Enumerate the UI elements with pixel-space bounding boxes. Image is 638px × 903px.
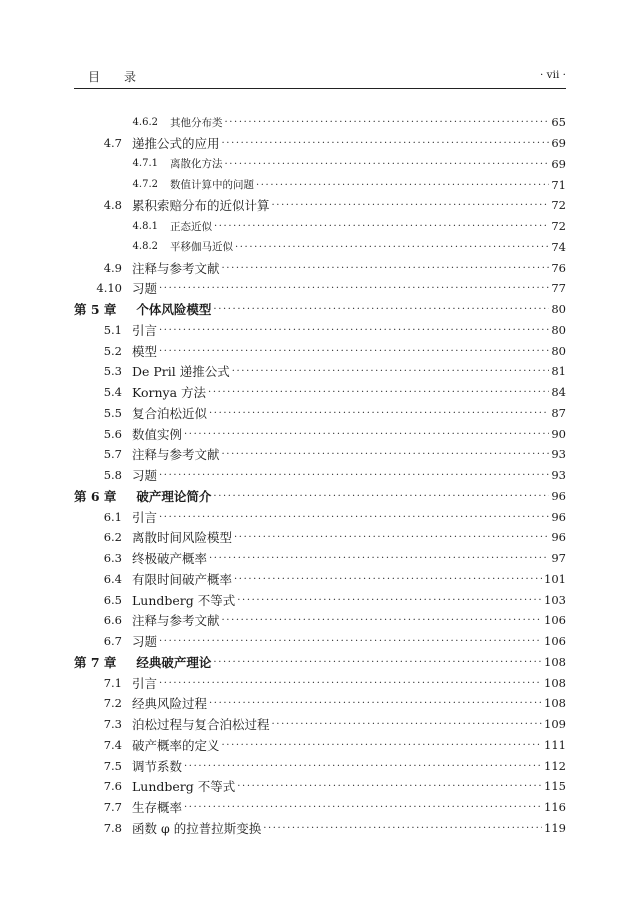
toc-entry-number: 4.7	[103, 136, 122, 151]
toc-entry-page: 106	[544, 634, 566, 649]
toc-entry-title: 注释与参考文献	[132, 613, 220, 629]
toc-entry-number: 5.3	[103, 364, 122, 379]
toc-chapter-entry	[74, 486, 566, 507]
toc-chapter-entry	[74, 652, 566, 673]
toc-entry-page: 112	[544, 758, 566, 773]
toc-chapter-entry	[74, 299, 566, 320]
toc-entry-number: 第 6 章	[74, 488, 117, 504]
toc-leader-dots	[159, 512, 549, 523]
toc-section-entry	[74, 714, 566, 735]
toc-entry-number: 5.1	[103, 322, 122, 337]
toc-entry-title: 经典破产理论	[136, 654, 212, 670]
toc-entry-title: 终极破产概率	[132, 551, 208, 567]
toc-leader-dots	[263, 823, 542, 834]
toc-entry-page: 96	[551, 509, 566, 524]
toc-entry-title: 经典风险过程	[132, 696, 208, 712]
toc-section-entry	[74, 361, 566, 382]
toc-entry-title: 有限时间破产概率	[132, 571, 233, 587]
toc-entry-number: 6.4	[103, 571, 122, 586]
toc-section-entry	[74, 631, 566, 652]
toc-leader-dots	[159, 325, 549, 336]
toc-section-entry	[74, 423, 566, 444]
toc-section-entry	[74, 257, 566, 278]
toc-leader-dots	[256, 180, 549, 191]
toc-entry-title: 注释与参考文献	[132, 260, 220, 276]
toc-section-entry	[74, 569, 566, 590]
toc-entry-page: 81	[551, 364, 566, 379]
toc-leader-dots	[222, 138, 550, 149]
toc-leader-dots	[235, 242, 549, 253]
toc-section-entry	[74, 672, 566, 693]
toc-section-entry	[74, 320, 566, 341]
header-title-char-1: 目	[88, 70, 101, 84]
toc-entry-page: 71	[551, 177, 566, 192]
toc-leader-dots	[237, 595, 542, 606]
toc-entry-page: 111	[544, 737, 566, 752]
toc-section-entry	[74, 755, 566, 776]
toc-entry-title: 注释与参考文献	[132, 447, 220, 463]
toc-entry-number: 7.2	[103, 696, 122, 711]
toc-entry-number: 4.10	[96, 281, 122, 296]
toc-section-entry	[74, 735, 566, 756]
toc-entry-title: 函数 φ 的拉普拉斯变换	[132, 820, 262, 836]
toc-leader-dots	[222, 740, 543, 751]
toc-entry-page: 101	[544, 571, 566, 586]
toc-entry-title: 习题	[132, 281, 158, 297]
toc-entry-page: 84	[551, 385, 566, 400]
toc-section-entry	[74, 195, 566, 216]
toc-entry-page: 69	[551, 156, 566, 171]
toc-leader-dots	[234, 574, 542, 585]
toc-entry-page: 69	[551, 136, 566, 151]
toc-leader-dots	[159, 346, 549, 357]
toc-entry-number: 4.8.1	[132, 220, 158, 232]
toc-entry-page: 76	[551, 260, 566, 275]
toc-leader-dots	[209, 408, 549, 419]
toc-entry-page: 97	[551, 551, 566, 566]
toc-leader-dots	[272, 200, 550, 211]
toc-section-entry	[74, 278, 566, 299]
toc-section-entry	[74, 797, 566, 818]
toc-entry-number: 5.7	[103, 447, 122, 462]
toc-leader-dots	[222, 449, 550, 460]
toc-leader-dots	[209, 698, 542, 709]
toc-leader-dots	[209, 553, 549, 564]
toc-entry-number: 5.6	[103, 426, 122, 441]
toc-entry-title: 数值计算中的问题	[170, 179, 254, 192]
toc-entry-number: 6.1	[103, 509, 122, 524]
header-rule	[74, 88, 566, 89]
toc-entry-page: 74	[551, 239, 566, 254]
toc-leader-dots	[159, 678, 542, 689]
toc-entry-title: Kornya 方法	[132, 385, 207, 401]
toc-leader-dots	[272, 719, 543, 730]
toc-entry-number: 6.6	[103, 613, 122, 628]
toc-section-entry	[74, 548, 566, 569]
toc-entry-number: 5.8	[103, 468, 122, 483]
toc-entry-title: 引言	[132, 322, 158, 338]
toc-entry-title: 泊松过程与复合泊松过程	[132, 717, 270, 733]
toc-entry-number: 7.8	[103, 820, 122, 835]
toc-leader-dots	[184, 429, 549, 440]
toc-entry-title: 数值实例	[132, 426, 183, 442]
toc-entry-page: 65	[551, 115, 566, 130]
toc-leader-dots	[213, 491, 549, 502]
toc-section-entry	[74, 527, 566, 548]
toc-entry-page: 109	[544, 717, 566, 732]
toc-entry-page: 119	[544, 820, 566, 835]
toc-entry-title: De Pril 递推公式	[132, 364, 230, 380]
toc-entry-number: 5.4	[103, 385, 122, 400]
toc-section-entry	[74, 403, 566, 424]
toc-entry-page: 116	[544, 800, 566, 815]
toc-leader-dots	[232, 366, 550, 377]
toc-entry-title: 复合泊松近似	[132, 405, 208, 421]
toc-entry-number: 4.9	[103, 260, 122, 275]
toc-entry-page: 72	[551, 219, 566, 234]
toc-subsection-entry	[74, 112, 566, 133]
toc-entry-number: 7.7	[103, 800, 122, 815]
toc-entry-title: 习题	[132, 634, 158, 650]
toc-entry-number: 7.4	[103, 737, 122, 752]
toc-entry-page: 77	[551, 281, 566, 296]
toc-entry-title: 模型	[132, 343, 158, 359]
toc-entry-page: 103	[544, 592, 566, 607]
toc-entry-page: 108	[544, 675, 566, 690]
toc-entry-title: 累积索赔分布的近似计算	[132, 198, 270, 214]
header-title	[88, 68, 136, 85]
toc-entry-number: 5.5	[103, 405, 122, 420]
header-page-number: · vii ·	[540, 69, 566, 81]
toc-leader-dots	[214, 221, 549, 232]
toc-section-entry	[74, 818, 566, 839]
toc-leader-dots	[222, 263, 550, 274]
toc-entry-page: 80	[551, 302, 566, 317]
toc-entry-title: 习题	[132, 468, 158, 484]
toc-section-entry	[74, 610, 566, 631]
toc-leader-dots	[237, 781, 542, 792]
toc-entry-title: 破产理论简介	[136, 488, 212, 504]
toc-entry-page: 80	[551, 322, 566, 337]
toc-leader-dots	[234, 532, 549, 543]
toc-entry-page: 106	[544, 613, 566, 628]
toc-section-entry	[74, 133, 566, 154]
toc-entry-number: 7.3	[103, 717, 122, 732]
toc-entry-number: 5.2	[103, 343, 122, 358]
toc-leader-dots	[159, 470, 549, 481]
toc-entry-title: 其他分布类	[170, 116, 223, 129]
header-title-char-2: 录	[124, 70, 137, 84]
toc-entry-page: 93	[551, 468, 566, 483]
toc-entry-number: 4.7.2	[132, 179, 158, 191]
toc-section-entry	[74, 589, 566, 610]
toc-entry-number: 4.8	[103, 198, 122, 213]
toc-entry-page: 96	[551, 530, 566, 545]
toc-entry-page: 90	[551, 426, 566, 441]
toc-section-entry	[74, 382, 566, 403]
toc-entry-page: 87	[551, 405, 566, 420]
toc-entry-page: 93	[551, 447, 566, 462]
toc-entry-title: 离散时间风险模型	[132, 530, 233, 546]
toc-entry-title: Lundberg 不等式	[132, 592, 236, 608]
toc-entry-page: 108	[544, 654, 566, 669]
toc-entry-page: 115	[544, 779, 566, 794]
toc-section-entry	[74, 693, 566, 714]
toc-entry-title: 引言	[132, 509, 158, 525]
toc-subsection-entry	[74, 174, 566, 195]
toc-section-entry	[74, 444, 566, 465]
toc-entry-number: 第 5 章	[74, 302, 117, 318]
toc-entry-number: 6.3	[103, 551, 122, 566]
toc-leader-dots	[159, 636, 542, 647]
toc-leader-dots	[225, 117, 550, 128]
toc-entry-title: 生存概率	[132, 800, 183, 816]
toc-entry-number: 4.6.2	[132, 116, 158, 128]
toc-entry-number: 7.6	[103, 779, 122, 794]
toc-entry-title: 平移伽马近似	[170, 241, 233, 254]
toc-entry-title: 破产概率的定义	[132, 737, 220, 753]
toc-entry-title: 离散化方法	[170, 158, 223, 171]
toc-section-entry	[74, 506, 566, 527]
toc-leader-dots	[225, 159, 550, 170]
toc-section-entry	[74, 465, 566, 486]
toc-entry-number: 6.5	[103, 592, 122, 607]
toc-subsection-entry	[74, 154, 566, 175]
toc-leader-dots	[213, 304, 549, 315]
toc-entry-title: 个体风险模型	[136, 302, 212, 318]
toc-leader-dots	[159, 283, 549, 294]
toc-entry-number: 7.5	[103, 758, 122, 773]
toc-entry-number: 4.7.1	[132, 158, 158, 170]
toc-leader-dots	[213, 657, 542, 668]
toc-leader-dots	[184, 761, 542, 772]
toc-entry-number: 第 7 章	[74, 654, 117, 670]
toc-entry-number: 6.7	[103, 634, 122, 649]
toc-entry-title: 递推公式的应用	[132, 136, 220, 152]
toc-entry-page: 80	[551, 343, 566, 358]
toc-leader-dots	[208, 387, 549, 398]
toc-entry-number: 7.1	[103, 675, 122, 690]
running-header	[74, 66, 566, 86]
table-of-contents	[74, 112, 566, 838]
toc-subsection-entry	[74, 237, 566, 258]
toc-entry-title: 调节系数	[132, 758, 183, 774]
toc-section-entry	[74, 340, 566, 361]
toc-entry-title: 正态近似	[170, 220, 212, 233]
toc-entry-page: 96	[551, 488, 566, 503]
toc-entry-title: 引言	[132, 675, 158, 691]
toc-entry-page: 108	[544, 696, 566, 711]
toc-leader-dots	[222, 615, 543, 626]
toc-subsection-entry	[74, 216, 566, 237]
toc-section-entry	[74, 776, 566, 797]
toc-leader-dots	[184, 802, 542, 813]
toc-entry-title: Lundberg 不等式	[132, 779, 236, 795]
toc-entry-number: 6.2	[103, 530, 122, 545]
toc-entry-number: 4.8.2	[132, 241, 158, 253]
toc-entry-page: 72	[551, 198, 566, 213]
